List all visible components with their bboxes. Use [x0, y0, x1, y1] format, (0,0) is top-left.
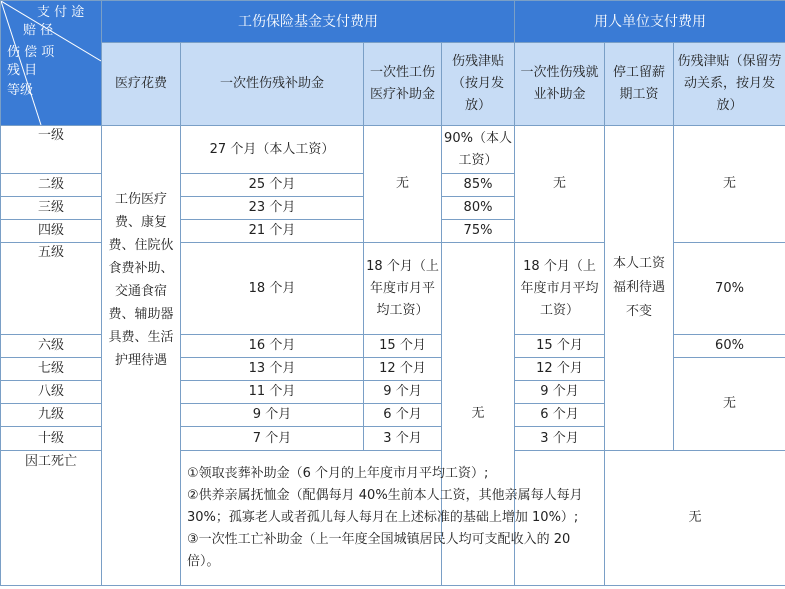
level-label: 九级 [1, 404, 102, 427]
col-medical: 医疗花费 [102, 43, 181, 126]
allowance-cell: 75% [442, 220, 515, 243]
level-label: 四级 [1, 220, 102, 243]
medical-lump-cell: 12 个月 [364, 358, 442, 381]
salary-keep-cell [605, 126, 674, 451]
corner-top-right-2: 赔 径 [23, 23, 54, 38]
corner-top-right: 支 付 途 [37, 5, 85, 20]
disability-lump-cell: 25 个月 [181, 174, 364, 197]
disability-lump-cell: 21 个月 [181, 220, 364, 243]
corner-mid-2: 残 目 [7, 63, 38, 78]
medical-lump-cell: 6 个月 [364, 404, 442, 427]
level-label: 三级 [1, 197, 102, 220]
col-allowance-employer: 伤残津贴（保留劳动关系，按月发放） [674, 43, 785, 126]
death-item-2: ②供养亲属抚恤金（配偶每月 40%生前本人工资，其他亲属每人每月 30%；孤寡老人或者孤儿每人每月在上述标准的基础上增加 10%）; [187, 488, 583, 525]
disability-lump-cell: 27 个月（本人工资） [181, 126, 364, 174]
allowance-cell: 85% [442, 174, 515, 197]
death-item-3: ③一次性工亡补助金（上一年度全国城镇居民人均可支配收入的 20 倍）。 [187, 532, 571, 569]
death-employer: 无 [605, 451, 785, 586]
employment-lump-cell: 18 个月（上年度市月平均工资） [515, 243, 605, 335]
medical-cell [102, 126, 181, 586]
corner-header [1, 1, 102, 126]
level-label: 一级 [1, 126, 102, 174]
medical-lump-none: 无 [364, 126, 442, 243]
salary-keep-text: 本人工资福利待遇不变 [612, 256, 665, 319]
level-label: 八级 [1, 381, 102, 404]
level-label: 二级 [1, 174, 102, 197]
col-allowance-monthly: 伤残津贴（按月发放） [442, 43, 515, 126]
level-label: 五级 [1, 243, 102, 335]
disability-lump-cell: 9 个月 [181, 404, 364, 427]
death-label: 因工死亡 [1, 451, 102, 586]
col-employment-lump: 一次性伤残就业补助金 [515, 43, 605, 126]
employment-lump-cell: 3 个月 [515, 427, 605, 451]
corner-bottom-left: 等级 [7, 83, 34, 98]
level-label: 十级 [1, 427, 102, 451]
medical-lump-cell: 3 个月 [364, 427, 442, 451]
death-description [181, 451, 605, 586]
disability-lump-cell: 18 个月 [181, 243, 364, 335]
col-disability-lump: 一次性伤残补助金 [181, 43, 364, 126]
allowance-employer-cell: 70% [674, 243, 785, 335]
disability-lump-cell: 13 个月 [181, 358, 364, 381]
allowance-cell: 80% [442, 197, 515, 220]
level-label: 七级 [1, 358, 102, 381]
col-medical-lump: 一次性工伤医疗补助金 [364, 43, 442, 126]
group-fund-header: 工伤保险基金支付费用 [102, 1, 515, 43]
table-row [1, 126, 785, 174]
group-employer-header: 用人单位支付费用 [515, 1, 785, 43]
allowance-none: 无 [442, 243, 515, 586]
disability-lump-cell: 16 个月 [181, 335, 364, 358]
employment-lump-cell: 6 个月 [515, 404, 605, 427]
disability-lump-cell: 7 个月 [181, 427, 364, 451]
employment-lump-cell: 12 个月 [515, 358, 605, 381]
corner-mid: 伤 偿 项 [7, 45, 55, 60]
employment-lump-cell: 15 个月 [515, 335, 605, 358]
allowance-employer-none: 无 [674, 358, 785, 451]
medical-lump-cell: 18 个月（上年度市月平均工资） [364, 243, 442, 335]
disability-lump-cell: 11 个月 [181, 381, 364, 404]
employment-lump-cell: 9 个月 [515, 381, 605, 404]
allowance-employer-none: 无 [674, 126, 785, 243]
death-item-1: ①领取丧葬补助金（6 个月的上年度市月平均工资）; [187, 466, 489, 481]
medical-lump-cell: 9 个月 [364, 381, 442, 404]
col-salary-keep: 停工留薪期工资 [605, 43, 674, 126]
medical-lump-cell: 15 个月 [364, 335, 442, 358]
allowance-cell: 90%（本人工资） [442, 126, 515, 174]
disability-lump-cell: 23 个月 [181, 197, 364, 220]
employment-lump-none: 无 [515, 126, 605, 243]
allowance-employer-cell: 60% [674, 335, 785, 358]
medical-text: 工伤医疗费、康复费、住院伙食费补助、交通食宿费、辅助器具费、生活护理待遇 [108, 192, 174, 368]
level-label: 六级 [1, 335, 102, 358]
